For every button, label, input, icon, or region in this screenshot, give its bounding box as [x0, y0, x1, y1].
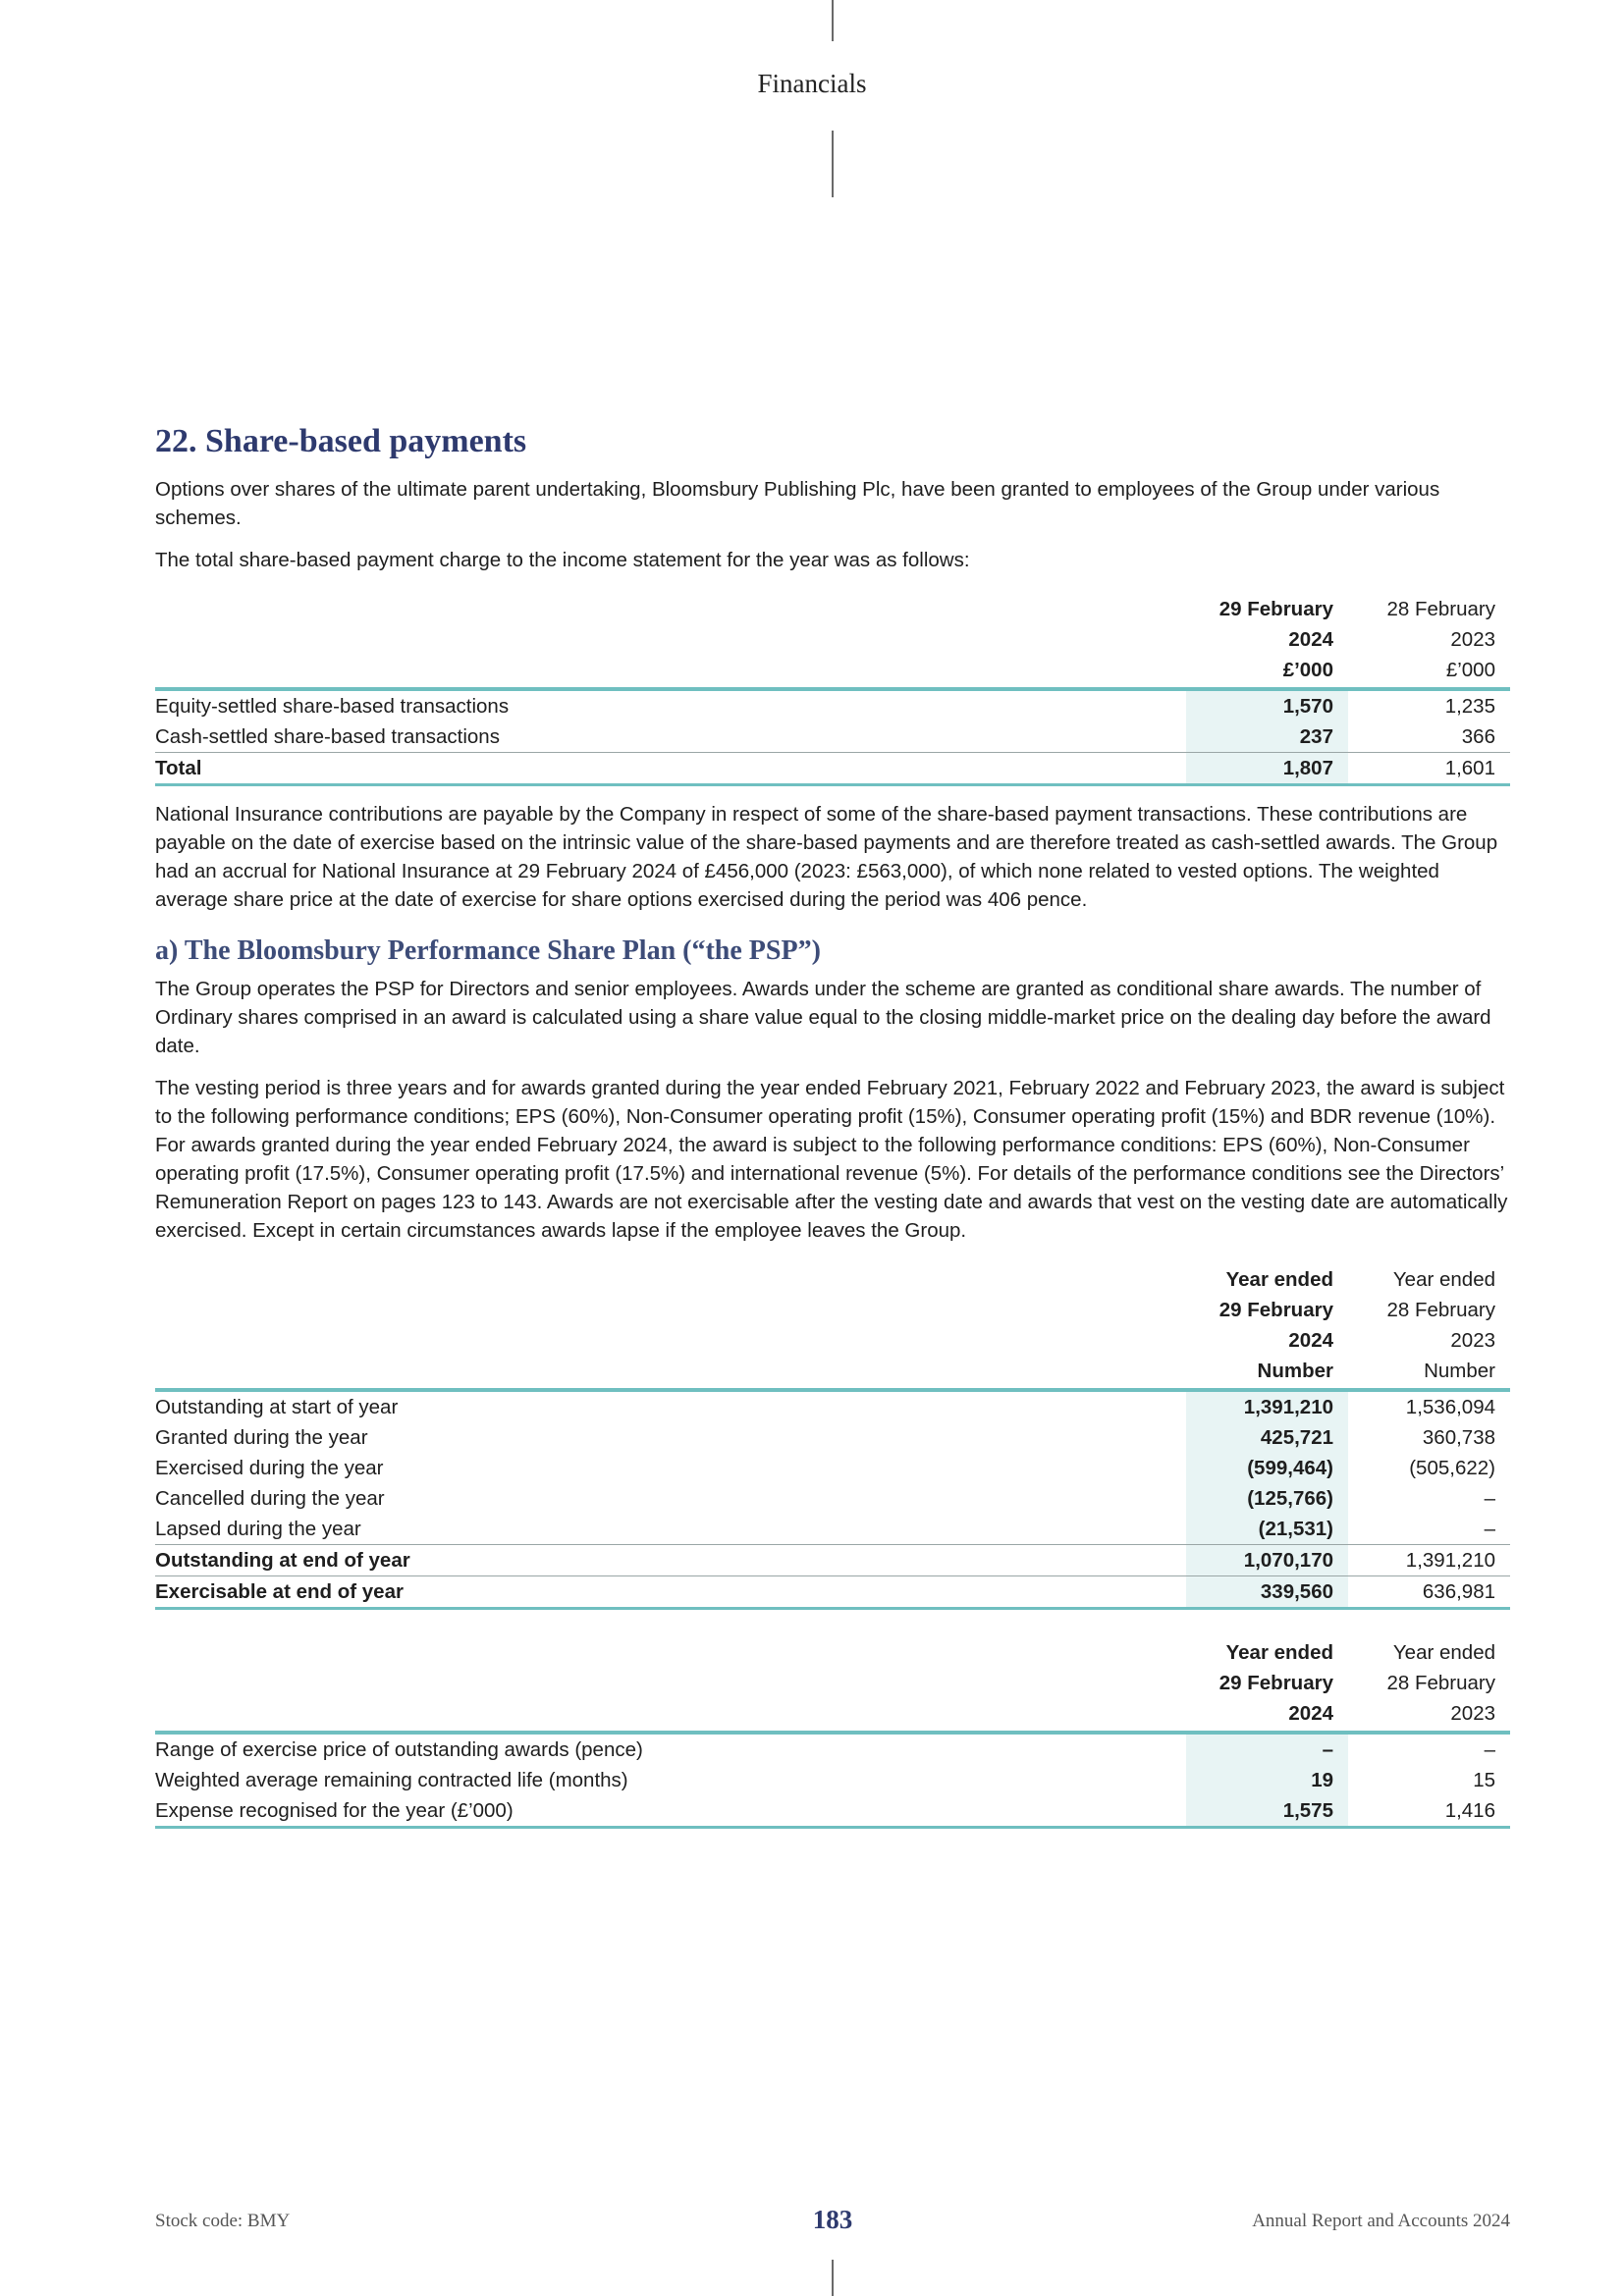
table-row: Expense recognised for the year (£’000) 1,575 1,416: [155, 1795, 1510, 1828]
table-row: Weighted average remaining contracted life (months) 19 15: [155, 1765, 1510, 1795]
page-number: 183: [812, 2205, 853, 2234]
table-row: Lapsed during the year (21,531) –: [155, 1514, 1510, 1545]
running-head: Financials: [757, 69, 867, 98]
psp-awards-table: [155, 1264, 1510, 1610]
prior-year-header: Year ended 28 February 2023 Number: [1386, 1268, 1495, 1382]
table-total-row: Total 1,807 1,601: [155, 753, 1510, 785]
table-header-row: [155, 594, 1510, 689]
intro-paragraph: Options over shares of the ultimate parent undertaking, Bloomsbury Publishing Plc, have been granted to employees of the Group under various schemes.: [155, 478, 1440, 529]
table-header-row: [155, 1637, 1510, 1733]
stock-code: Stock code: BMY: [155, 2211, 291, 2231]
table-total-row: Outstanding at end of year 1,070,170 1,391,210: [155, 1545, 1510, 1576]
header-divider-line: [832, 131, 834, 197]
page-footer: [155, 2205, 1510, 2244]
table-header-row: [155, 1264, 1510, 1390]
current-year-header: 29 February 2024 £’000: [1218, 598, 1333, 681]
table-row: Range of exercise price of outstanding awards (pence) – –: [155, 1733, 1510, 1765]
national-insurance-paragraph: National Insurance contributions are payable by the Company in respect of some of the share-based payment transactions. These contributions are payable on the date of exercise based on the intrinsic value of the share-based payments and are therefore treated as cash-settled awards. The Group had an accrual for National Insurance at 29 February 2024 of £456,000 (2023: £563,000), of which none related to vested options. The weighted average share price at the date of exercise for share options exercised during the period was 406 pence.: [155, 803, 1498, 911]
table-row: Granted during the year 425,721 360,738: [155, 1422, 1510, 1453]
current-year-header: Year ended 29 February 2024 Number: [1218, 1268, 1333, 1382]
note-content: [155, 412, 1510, 1842]
note-title: 22. Share-based payments: [155, 423, 527, 459]
prior-year-header: Year ended 28 February 2023: [1386, 1641, 1495, 1725]
charge-table: [155, 594, 1510, 786]
psp-subheading: a) The Bloomsbury Performance Share Plan (“the PSP”): [155, 935, 821, 966]
table-row: Outstanding at start of year 1,391,210 1,536,094: [155, 1390, 1510, 1422]
table-row: Equity-settled share-based transactions 1,570 1,235: [155, 689, 1510, 721]
charge-intro-paragraph: The total share-based payment charge to the income statement for the year was as follows:: [155, 549, 970, 571]
table-row: Exercised during the year (599,464) (505,622): [155, 1453, 1510, 1483]
publication-title: Annual Report and Accounts 2024: [1252, 2211, 1510, 2231]
vesting-paragraph: The vesting period is three years and for awards granted during the year ended February 2021, February 2022 and February 2023, the award is subject to the following performance conditions; EPS (60%), Non-Consumer operating profit (15%), Consumer operating profit (15%) and BDR revenue (10%). For awards granted during the year ended February 2024, the award is subject to the following performance conditions: EPS (60%), Non-Consumer operating profit (17.5%), Consumer operating profit (17.5%) and international revenue (5%). For details of the performance conditions see the Directors’ Remuneration Report on pages 123 to 143. Awards are not exercisable after the vesting date and awards that vest on the vesting date are automatically exercised. Except in certain circumstances awards lapse if the employee leaves the Group.: [155, 1077, 1508, 1242]
footer-divider-line: [832, 2260, 834, 2296]
table-row: Cash-settled share-based transactions 237 366: [155, 721, 1510, 753]
table-row: Cancelled during the year (125,766) –: [155, 1483, 1510, 1514]
current-year-header: Year ended 29 February 2024: [1218, 1641, 1333, 1725]
table-total-row: Exercisable at end of year 339,560 636,981: [155, 1576, 1510, 1609]
psp-summary-table: [155, 1637, 1510, 1829]
prior-year-header: 28 February 2023 £’000: [1386, 598, 1495, 681]
psp-description-paragraph: The Group operates the PSP for Directors and senior employees. Awards under the scheme are granted as conditional share awards. The number of Ordinary shares comprised in an award is calculated using a share value equal to the closing middle-market price on the dealing day before the award date.: [155, 978, 1491, 1057]
top-divider-line: [832, 0, 834, 41]
